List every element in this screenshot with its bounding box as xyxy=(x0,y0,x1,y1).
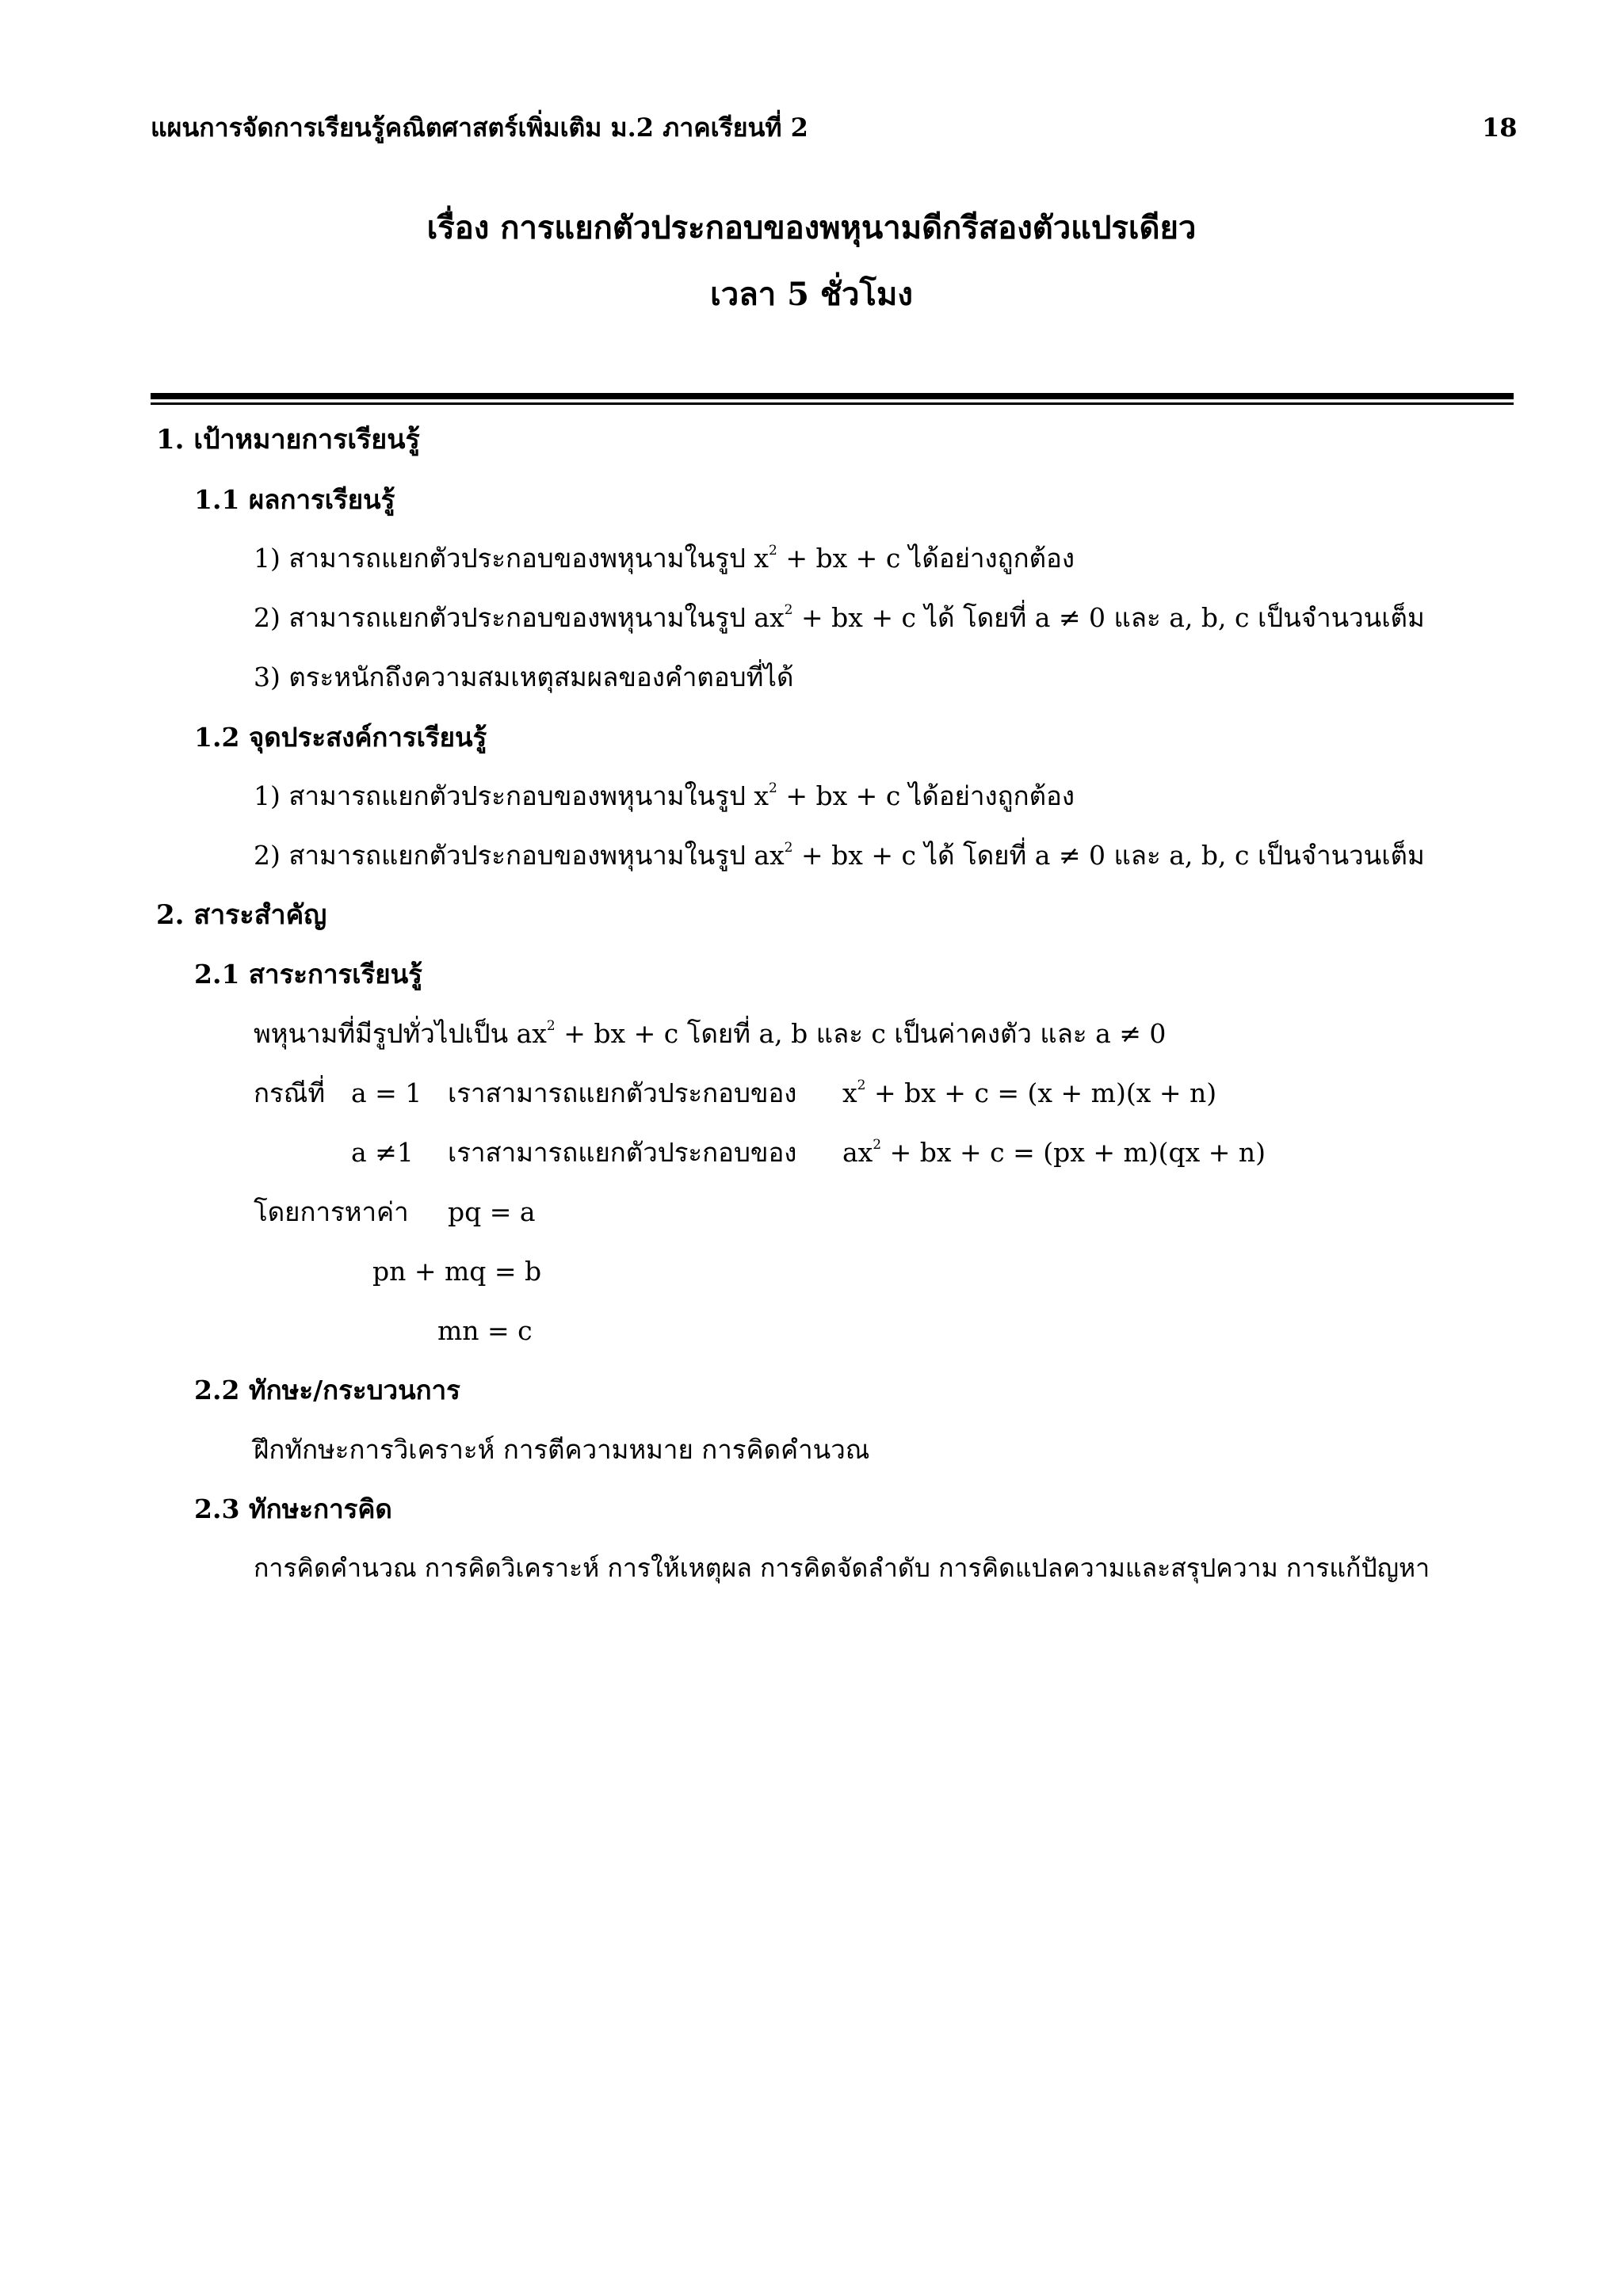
document-duration: เวลา 5 ชั่วโมง xyxy=(710,276,913,313)
section-1-1-heading: 1.1 ผลการเรียนรู้ xyxy=(194,484,395,515)
learning-objective-2: 2) สามารถแยกตัวประกอบของพหุนามในรูป $ax^2$ + bx + c ได้ โดยที่ a ≠ 0 และ a, b, c เป็นจำนวนเต็ม xyxy=(254,840,1425,871)
learning-outcome-3: 3) ตระหนักถึงความสมเหตุสมผลของคำตอบที่ได้ xyxy=(254,662,794,692)
section-2-2-heading: 2.2 ทักษะ/กระบวนการ xyxy=(194,1375,460,1405)
section-2-1-heading: 2.1 สาระการเรียนรู้ xyxy=(194,959,422,990)
case-1-text: เราสามารถแยกตัวประกอบของ xyxy=(448,1077,797,1108)
learning-outcome-2: 2) สามารถแยกตัวประกอบของพหุนามในรูป $ax^2$ + bx + c ได้ โดยที่ a ≠ 0 และ a, b, c เป็นจำนวนเต็ม xyxy=(254,602,1425,633)
case-2-condition: a ≠1 xyxy=(351,1137,414,1168)
equation-pn-mq: pn + mq = b xyxy=(372,1256,542,1287)
case-1-condition: a = 1 xyxy=(351,1077,422,1108)
title-divider-thin xyxy=(151,402,1514,405)
equation-mn: mn = c xyxy=(437,1315,533,1346)
section-2-3-heading: 2.3 ทักษะการคิด xyxy=(194,1493,392,1524)
process-skills-text: ฝึกทักษะการวิเคราะห์ การตีความหมาย การคิดคำนวณ xyxy=(254,1434,870,1465)
section-1-heading: 1. เป้าหมายการเรียนรู้ xyxy=(156,424,420,456)
section-2-heading: 2. สาระสำคัญ xyxy=(156,899,327,931)
title-divider-thick xyxy=(151,393,1514,399)
case-2-equation: $ax^2$ + bx + c = (px + m)(qx + n) xyxy=(842,1137,1266,1168)
page-number: 18 xyxy=(1482,113,1518,143)
learning-outcome-1: 1) สามารถแยกตัวประกอบของพหุนามในรูป $x^2$ + bx + c ได้อย่างถูกต้อง xyxy=(254,543,1075,574)
equation-pq: pq = a xyxy=(448,1196,536,1227)
document-title: เรื่อง การแยกตัวประกอบของพหุนามดีกรีสองตัวแปรเดียว xyxy=(426,209,1197,246)
learning-objective-1: 1) สามารถแยกตัวประกอบของพหุนามในรูป $x^2$ + bx + c ได้อย่างถูกต้อง xyxy=(254,780,1075,811)
header-title: แผนการจัดการเรียนรู้คณิตศาสตร์เพิ่มเติม ม.2 ภาคเรียนที่ 2 xyxy=(151,113,808,143)
general-form-text: พหุนามที่มีรูปทั่วไปเป็น $ax^2$ + bx + c โดยที่ a, b และ c เป็นค่าคงตัว และ a ≠ 0 xyxy=(254,1018,1167,1049)
section-1-2-heading: 1.2 จุดประสงค์การเรียนรู้ xyxy=(194,722,487,753)
thinking-skills-text: การคิดคำนวณ การคิดวิเคราะห์ การให้เหตุผล การคิดจัดลำดับ การคิดแปลความและสรุปความ การแก้ปัญหา xyxy=(254,1553,1430,1583)
find-values-label: โดยการหาค่า xyxy=(254,1196,409,1227)
case-1-equation: $x^2$ + bx + c = (x + m)(x + n) xyxy=(842,1077,1217,1108)
case-label: กรณีที่ xyxy=(254,1077,326,1108)
case-2-text: เราสามารถแยกตัวประกอบของ xyxy=(448,1137,797,1168)
